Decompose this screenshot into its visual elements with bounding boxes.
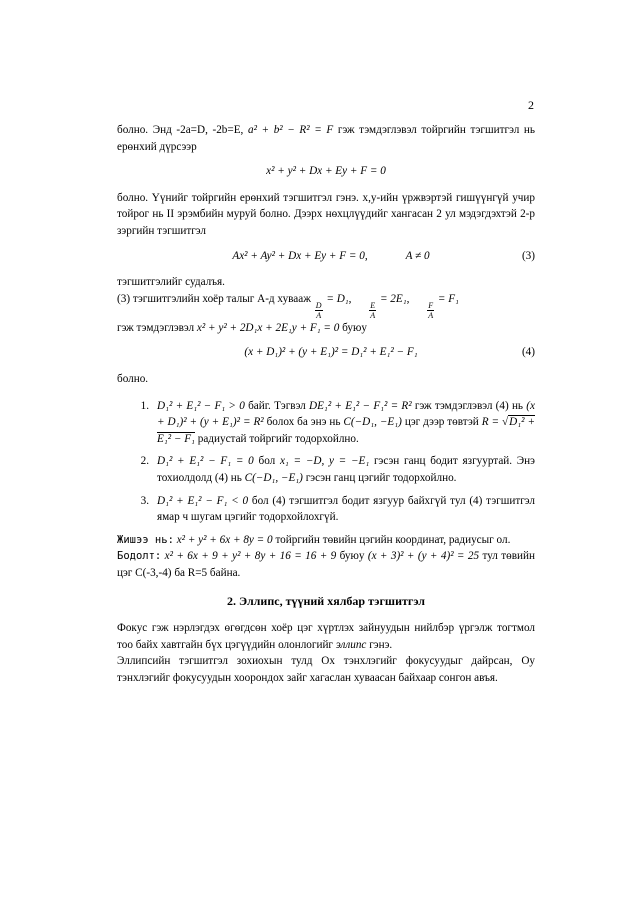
fraction-e-over-a bbox=[369, 301, 376, 320]
page-number: 2 bbox=[528, 98, 534, 112]
case-1-equation: (x + D₁)² + (y + E₁)² = R² bbox=[157, 399, 535, 429]
case-1-center: C(−D₁, −E₁) bbox=[343, 416, 402, 429]
ellipse-term: эллипс bbox=[335, 638, 367, 651]
solution-paragraph bbox=[117, 548, 535, 581]
case-1-radius-def: DE₁² + E₁² − F₁² = R² bbox=[309, 399, 412, 412]
notation-text-2: буюу bbox=[339, 321, 367, 334]
equation-general bbox=[117, 163, 535, 180]
e1-definition: = 2E₁, bbox=[377, 292, 410, 305]
ellipse-definition bbox=[117, 620, 535, 653]
equation-3-condition: A ≠ 0 bbox=[405, 249, 430, 262]
fraction-denominator: A bbox=[316, 310, 322, 320]
case-2-text: бол bbox=[253, 455, 280, 468]
intro-text: болно. Энд -2a=D, -2b=E, bbox=[117, 124, 248, 136]
paragraph-divide bbox=[117, 274, 535, 336]
intro-math: a² + b² − R² = F bbox=[247, 124, 334, 136]
divide-text: (3) тэгшитгэлийн хоёр талыг A-д хувааж bbox=[117, 292, 314, 305]
divide-intro: тэгшитгэлийг судалъя. bbox=[117, 276, 225, 289]
equation-3-math bbox=[117, 248, 505, 265]
fraction-numerator: D bbox=[315, 300, 322, 310]
notation-math: x² + y² + 2D₁x + 2E₁y + F₁ = 0 bbox=[196, 321, 340, 334]
list-item bbox=[117, 453, 535, 486]
case-3-text: бол (4) тэгшитгэл бодит язгуур байхгүй тул (4) тэгшитгэл ямар ч шугам цэгийг тодорхойлохгүй. bbox=[157, 494, 535, 524]
list-item-number: 3. bbox=[140, 494, 149, 507]
example-equation: x² + y² + 6x + 8y = 0 bbox=[173, 533, 273, 546]
case-2-point: C(−D₁, −E₁) bbox=[244, 471, 303, 484]
solution-result: (x + 3)² + (y + 4)² = 25 bbox=[367, 550, 480, 563]
equation-3-expr: Ax² + Ay² + Dx + Ey + F = 0, bbox=[232, 249, 368, 262]
solution-equation: x² + 6x + 9 + y² + 8y + 16 = 16 + 9 bbox=[161, 550, 337, 563]
list-item bbox=[117, 493, 535, 526]
solution-label: Бодолт: bbox=[117, 550, 162, 563]
f1-definition: = F₁ bbox=[435, 292, 459, 305]
case-2-condition: D₁² + E₁² − F₁ = 0 bbox=[157, 455, 254, 468]
case-1-text: байг. Тэгвэл bbox=[244, 399, 310, 412]
equation-3 bbox=[117, 248, 535, 265]
case-2-text-2: гэсэн ганц бодит язгууртай. Энэ тохиолдолд (4) нь bbox=[157, 455, 535, 484]
list-item-number: 1. bbox=[140, 399, 149, 412]
equation-general-math: x² + y² + Dx + Ey + F = 0 bbox=[266, 165, 386, 178]
case-list bbox=[117, 398, 535, 526]
example-text: тойргийн төвийн цэгийн координат, радиусыг ол. bbox=[272, 533, 511, 546]
page-content bbox=[117, 122, 535, 686]
paragraph-general-circle: болно. Үүнийг тойргийн ерөнхий тэгшитгэл гэнэ. x,y-ийн үржвэртэй гишүүнгүй учир тойрог нь II эрэмбийн муруй болно. Дээрх нөхцлүүдийг хангасан 2 ул мэдэгдэхтэй 2-р зэргийн тэгшитгэл bbox=[117, 191, 535, 237]
paragraph-bolno: болно. bbox=[117, 372, 149, 385]
case-1-sqrt: D₁² + E₁² − F₁ bbox=[157, 416, 535, 445]
notation-text: гэж тэмдэглэвэл bbox=[117, 321, 197, 334]
case-3-condition: D₁² + E₁² − F₁ < 0 bbox=[157, 494, 249, 507]
list-item-number: 2. bbox=[140, 455, 149, 468]
example-paragraph bbox=[117, 532, 535, 549]
fraction-numerator: E bbox=[370, 300, 376, 310]
fraction-denominator: A bbox=[370, 310, 376, 320]
equation-4-math: (x + D₁)² + (y + E₁)² = D₁² + E₁² − F₁ bbox=[244, 346, 418, 359]
list-item-body bbox=[157, 493, 535, 526]
case-1-text-3: болох ба энэ нь bbox=[263, 416, 344, 429]
case-2-root: x₁ = −D, y = −E₁ bbox=[279, 455, 370, 468]
ellipse-setup: Эллипсийн тэгшитгэл зохиохын тулд Ох тэнхлэгийг фокусуудыг дайрсан, Оу тэнхлэгийг фокусуудын хоорондох зайг хагаслан хуваасан байхаар сонгон авъя. bbox=[117, 655, 535, 684]
equation-3-tag: (3) bbox=[521, 249, 535, 262]
equation-4 bbox=[117, 344, 535, 361]
case-1-condition: D₁² + E₁² − F₁ > 0 bbox=[157, 399, 245, 412]
ellipse-definition-text: Фокус гэж нэрлэгдэх өгөгдсөн хоёр цэг хүртлэх зайнуудын нийлбэр үргэлж тогтмол тоо байх хавтгайн бүх цэгүүдийн олонлогийг bbox=[117, 622, 535, 651]
equation-4-tag: (4) bbox=[521, 346, 535, 359]
solution-text: буюу bbox=[336, 550, 368, 563]
list-item-body bbox=[157, 453, 535, 486]
fraction-d-over-a bbox=[315, 301, 323, 320]
case-1-r: R = bbox=[481, 416, 503, 429]
list-item bbox=[117, 398, 535, 448]
d1-definition: = D₁, bbox=[323, 292, 352, 305]
intro-text-2: гэж тэмдэглэвэл тойргийн тэгшитгэл нь ерөнхий дүрсээр bbox=[117, 124, 535, 153]
paragraph-intro bbox=[117, 122, 535, 155]
case-1-text-5: радиустай тойргийг тодорхойлно. bbox=[194, 432, 359, 445]
solution-text-2: тул төвийн цэг C(-3,-4) ба R=5 байна. bbox=[117, 550, 535, 579]
example-label: Жишээ нь: bbox=[117, 533, 174, 546]
fraction-f-over-a bbox=[427, 301, 434, 320]
fraction-numerator: F bbox=[428, 300, 434, 310]
fraction-denominator: A bbox=[428, 310, 434, 320]
list-item-body: D₁² + E₁² − F₁ > 0 байг. Тэгвэл DE₁² + E₁² − F₁² = R² гэж тэмдэглэвэл (4) нь (x + D₁)² + (y + E₁)² = R² болох ба энэ нь C(−D₁, −E₁) цэг дээр төвтэй R = √D₁² + E₁² − F₁ радиустай тойргийг тодорхойлно. bbox=[157, 399, 535, 445]
ellipse-definition-text-2: гэнэ. bbox=[366, 638, 393, 651]
section-title: 2. Эллипс, түүний хялбар тэгшитгэл bbox=[226, 594, 426, 609]
case-1-text-2: гэж тэмдэглэвэл (4) нь bbox=[411, 399, 527, 412]
case-2-text-3: гэсэн ганц цэгийг тодорхойлно. bbox=[302, 471, 457, 484]
case-1-text-4: цэг дээр төвтэй bbox=[401, 416, 482, 429]
